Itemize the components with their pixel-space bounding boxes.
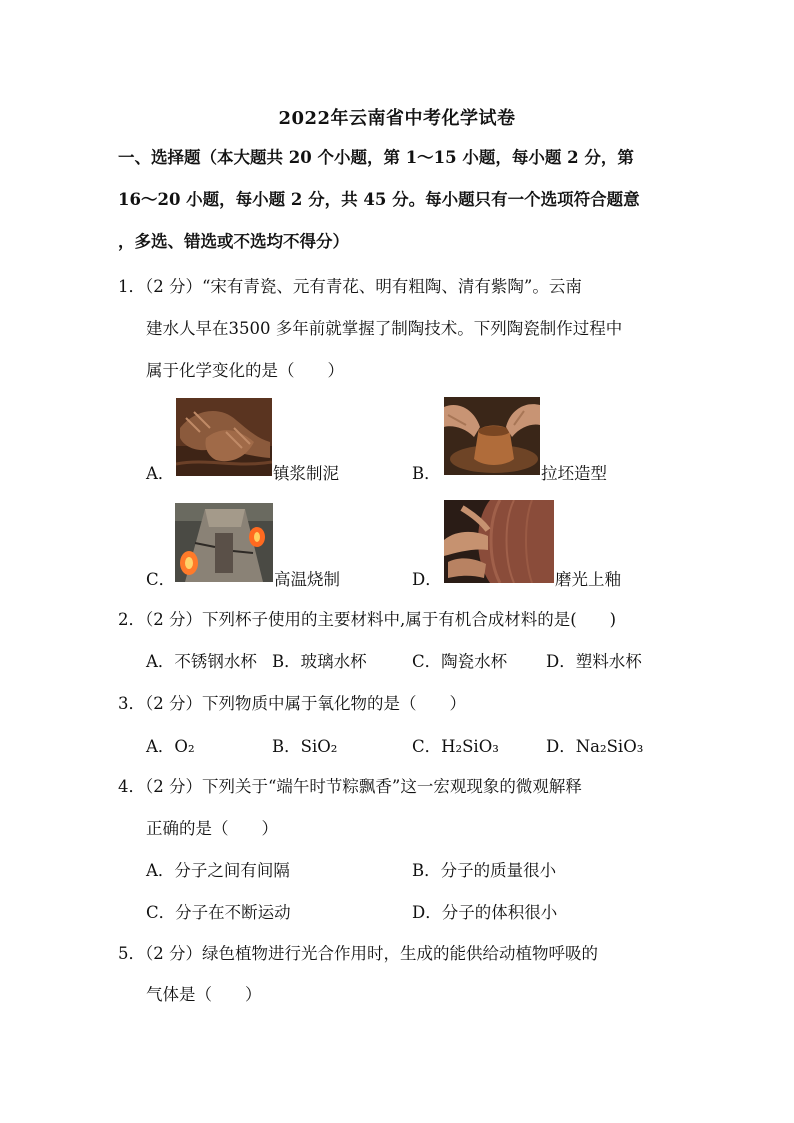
q2-option-c-text: 陶瓷水杯 <box>441 652 508 671</box>
q4-option-b-letter: B． <box>412 861 441 880</box>
q4-option-d <box>412 899 557 923</box>
q4-option-a-letter: A． <box>146 861 175 880</box>
q1-stem-line: 1．（2 分）“宋有青瓷、元有青花、明有粗陶、清有紫陶”。云南 <box>118 277 582 296</box>
q3-option-c <box>412 733 499 757</box>
q4-option-a-text: 分子之间有间隔 <box>174 861 290 880</box>
q1-option-c-text: 高温烧制 <box>274 570 340 589</box>
q1-option-b-text: 拉坯造型 <box>541 464 607 483</box>
q3-option-b <box>272 733 337 757</box>
q2-option-a-text: 不锈钢水杯 <box>174 652 257 671</box>
q3-option-c-letter: C． <box>412 737 442 756</box>
q3-option-c-text: H₂SiO₃ <box>441 737 499 756</box>
q3-option-d <box>546 733 643 757</box>
q1-option-a-image <box>176 398 272 476</box>
q1-stem-line: 建水人早在3500 多年前就掌握了制陶技术。下列陶瓷制作过程中 <box>146 319 623 338</box>
q2-option-d-letter: D． <box>546 652 576 671</box>
q1-option-c-letter: C． <box>146 570 176 589</box>
q4-option-a <box>146 857 290 881</box>
q1-option-d-text: 磨光上釉 <box>555 570 621 589</box>
page-title: 2022年云南省中考化学试卷 <box>278 108 516 129</box>
q1-stem-line: 属于化学变化的是（ ） <box>146 361 344 380</box>
q4-option-d-letter: D． <box>412 903 442 922</box>
q4-option-c-letter: C． <box>146 903 176 922</box>
q1-option-b-image <box>444 397 540 475</box>
q3-option-b-text: SiO₂ <box>300 737 338 756</box>
q4-option-b <box>412 857 556 881</box>
q2-option-c-letter: C． <box>412 652 442 671</box>
q1-option-d-letter: D． <box>412 570 442 589</box>
q3-option-d-text: Na₂SiO₃ <box>575 737 644 756</box>
q2-option-b-letter: B． <box>272 652 301 671</box>
q1-option-a-text: 镇浆制泥 <box>273 464 339 483</box>
q4-option-c-text: 分子在不断运动 <box>175 903 291 922</box>
q2-option-d-text: 塑料水杯 <box>575 652 642 671</box>
q2-stem: 2．（2 分）下列杯子使用的主要材料中,属于有机合成材料的是( ) <box>118 610 617 629</box>
q4-stem-line: 正确的是（ ） <box>146 819 278 838</box>
q4-option-d-text: 分子的体积很小 <box>441 903 558 922</box>
section-heading-line: ，多选、错选或不选均不得分） <box>118 232 349 251</box>
q1-option-d-image <box>444 500 554 583</box>
q3-stem: 3．（2 分）下列物质中属于氧化物的是（ ） <box>118 694 466 713</box>
q1-option-c-image <box>175 503 273 582</box>
q2-option-a-letter: A． <box>146 652 175 671</box>
q3-option-a-letter: A． <box>146 737 175 756</box>
q3-option-b-letter: B． <box>272 737 301 756</box>
q4-option-c <box>146 899 291 923</box>
q2-option-b <box>272 648 367 672</box>
section-heading-line: 16～20 小题，每小题 2 分，共 45 分。每小题只有一个选项符合题意 <box>118 190 640 209</box>
q4-option-b-text: 分子的质量很小 <box>440 861 557 880</box>
q5-stem-line: 5．（2 分）绿色植物进行光合作用时，生成的能供给动植物呼吸的 <box>118 944 598 963</box>
q5-stem-line: 气体是（ ） <box>146 985 262 1004</box>
q1-option-a-letter: A． <box>146 464 175 483</box>
q4-stem-line: 4．（2 分）下列关于“端午时节粽飘香”这一宏观现象的微观解释 <box>118 777 582 796</box>
q1-option-b-letter: B． <box>412 464 441 483</box>
q3-option-a <box>146 733 195 757</box>
q2-option-b-text: 玻璃水杯 <box>300 652 367 671</box>
q2-option-c <box>412 648 507 672</box>
q2-option-a <box>146 648 257 672</box>
section-heading <box>118 137 678 263</box>
section-heading-line: 一、选择题（本大题共 20 个小题，第 1～15 小题，每小题 2 分，第 <box>118 148 634 167</box>
q3-option-d-letter: D． <box>546 737 576 756</box>
q3-option-a-text: O₂ <box>174 737 195 756</box>
q2-option-d <box>546 648 642 672</box>
